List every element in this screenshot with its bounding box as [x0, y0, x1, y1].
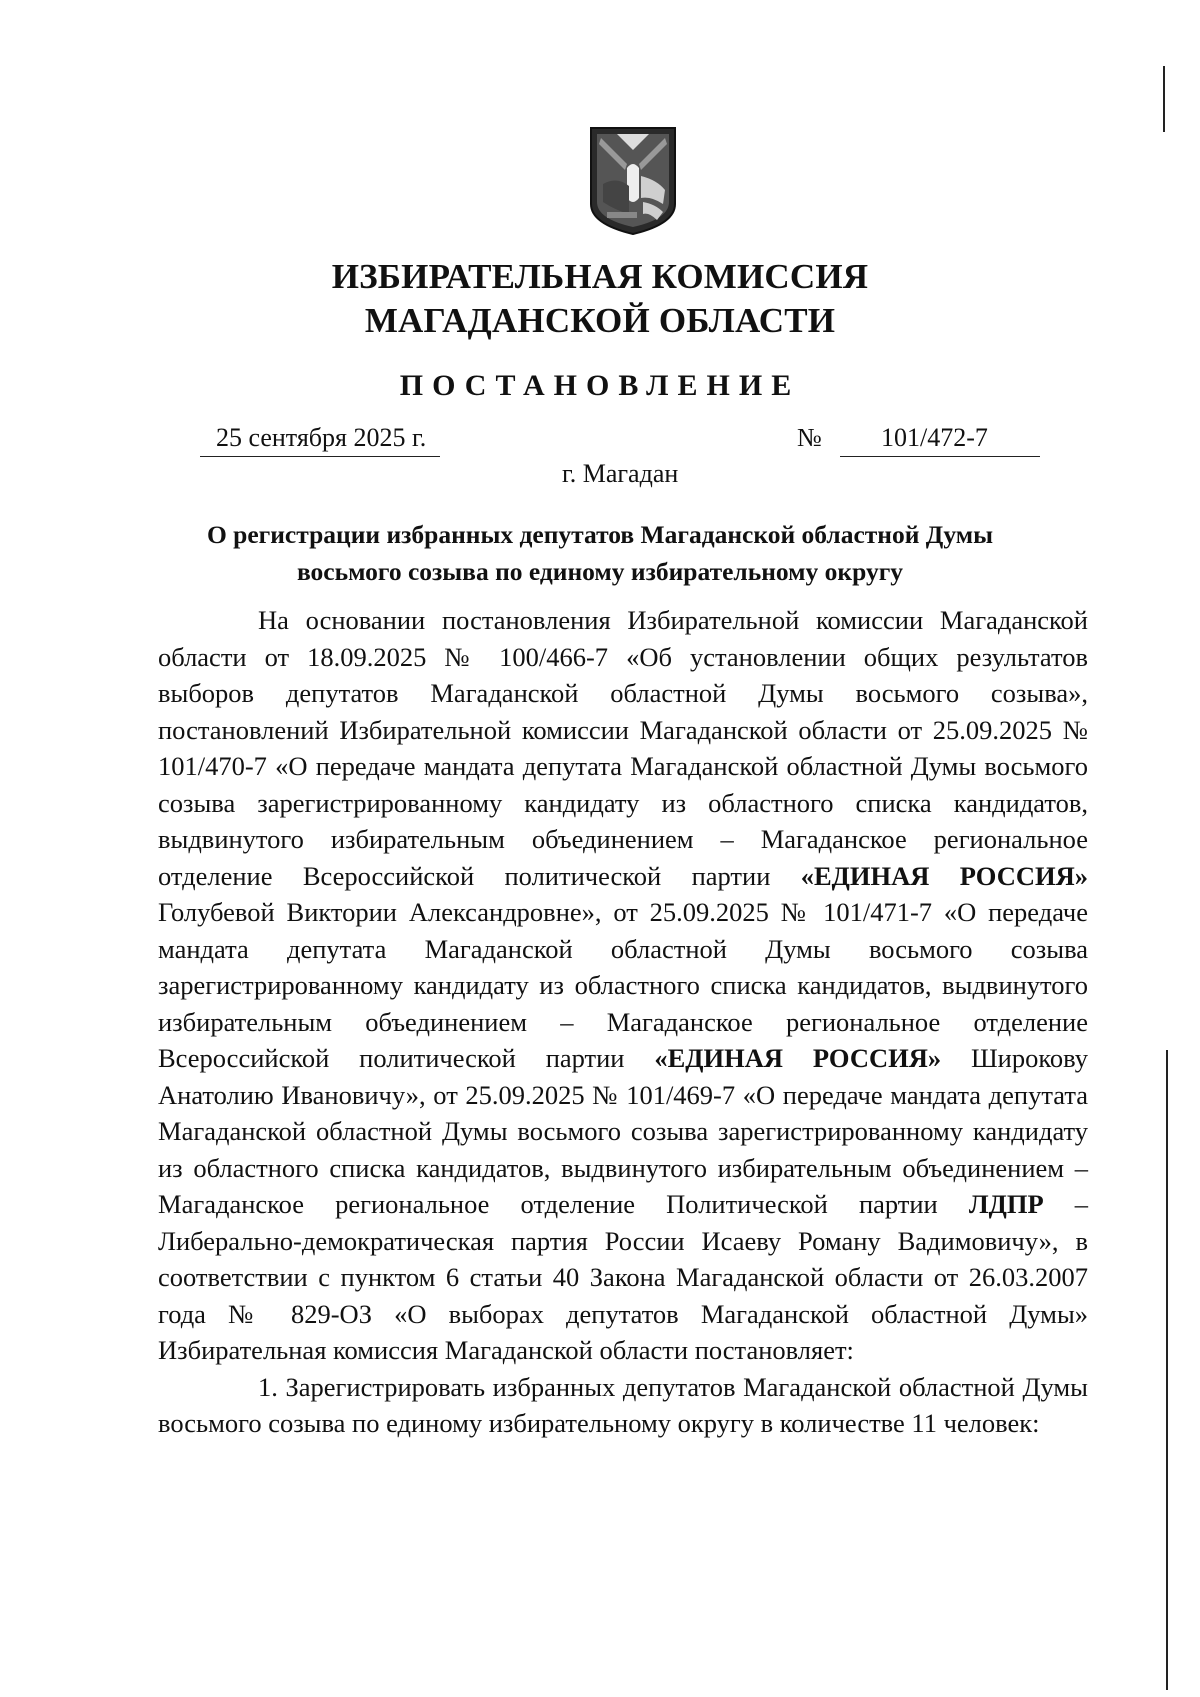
body-paragraph-basis: [158, 602, 1088, 1369]
document-type-title: ПОСТАНОВЛЕНИЕ: [399, 369, 801, 402]
date-underline: [200, 456, 440, 457]
magadan-coat-of-arms-icon: [587, 124, 679, 236]
body-text-segment: На основании постановления Избирательной комиссии Магаданской области от 18.09.2025 № 100/466-7 «Об установлении общих результатов выборов депутатов Магаданской областной Думы восьмого созыва», постановлений Избирательной комиссии Магаданской области от 25.09.2025 № 101/470-7 «О передаче мандата депутата Магаданской областной Думы восьмого созыва зарегистрированному кандидату из областного списка кандидатов, выдвинутого избирательным объединением – Магаданское региональное отделение Всероссийской политической партии: [158, 605, 1088, 891]
document-place: г. Магадан: [562, 459, 679, 488]
body-text-segment: – Либерально-демократическая партия России Исаеву Роману Вадимовичу», в соответствии с пунктом 6 статьи 40 Закона Магаданской области от 26.03.2007 года № 829-ОЗ «О выборах депутатов Магаданской областной Думы» Избирательная комиссия Магаданской области постановляет:: [158, 1189, 1089, 1365]
scan-edge-mark: [1166, 1050, 1168, 1690]
body-paragraph-item-1: 1. Зарегистрировать избранных депутатов Магаданской областной Думы восьмого созыва по единому избирательному округу в количестве 11 человек:: [158, 1371, 1088, 1438]
party-name-bold: ЛДПР: [968, 1189, 1044, 1219]
organization-name-line1: ИЗБИРАТЕЛЬНАЯ КОМИССИЯ: [331, 257, 869, 296]
document-date: 25 сентября 2025 г.: [216, 423, 427, 452]
subject-line2: восьмого созыва по единому избирательному округу: [296, 557, 904, 586]
body-text-segment: Широкову Анатолию Ивановичу», от 25.09.2025 № 101/469-7 «О передаче мандата депутата Магаданской областной Думы восьмого созыва зарегистрированному кандидату из областного списка кандидатов, выдвинутого избирательным объединением – Магаданское региональное отделение Политической партии: [158, 1043, 1088, 1219]
number-label: №: [797, 423, 822, 452]
document-subject: [0, 516, 1200, 590]
subject-line1: О регистрации избранных депутатов Магаданской областной Думы: [206, 520, 994, 549]
document-body: [158, 602, 1088, 1442]
document-number: 101/472-7: [881, 423, 988, 452]
party-name-bold: «ЕДИНАЯ РОССИЯ»: [654, 1043, 942, 1073]
number-underline: [840, 456, 1040, 457]
party-name-bold: «ЕДИНАЯ РОССИЯ»: [800, 860, 1088, 891]
scan-edge-mark: [1163, 66, 1165, 132]
body-text-segment: Голубевой Виктории Александровне», от 25.09.2025 № 101/471-7 «О передаче мандата депутата Магаданской областной Думы восьмого созыва зарегистрированному кандидату из областного списка кандидатов, выдвинутого избирательным объединением – Магаданское региональное отделение Всероссийской политической партии: [158, 897, 1088, 1073]
organization-name-line2: МАГАДАНСКОЙ ОБЛАСТИ: [364, 301, 836, 340]
